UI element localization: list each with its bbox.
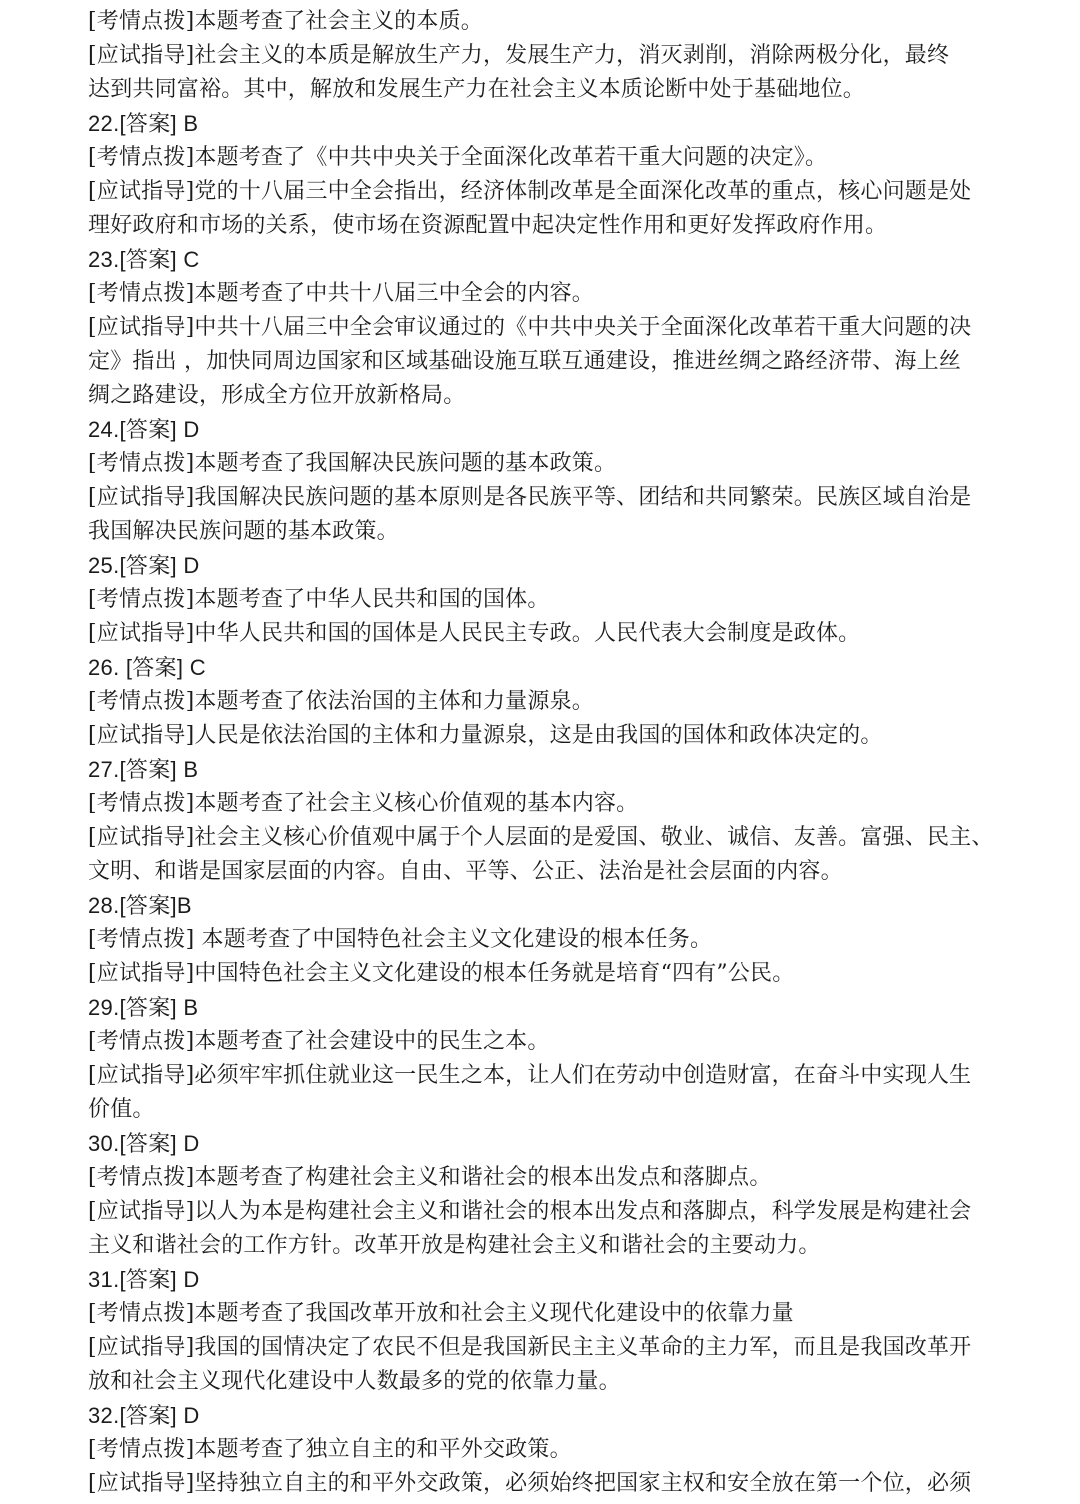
text-line: [考情点拨]本题考查了依法治国的主体和力量源泉。 — [88, 689, 594, 714]
text-line: [考情点拨]本题考查了社会建设中的民生之本。 — [88, 1029, 550, 1054]
answer-label: 25.[答案] D — [88, 553, 200, 578]
text-line: [考情点拨]本题考查了构建社会主义和谐社会的根本出发点和落脚点。 — [88, 1165, 772, 1190]
answer-label: 27.[答案] B — [88, 757, 199, 782]
text-line: 文明、和谐是国家层面的内容。自由、平等、公正、法治是社会层面的内容。 — [88, 859, 843, 884]
text-line: [应试指导]中共十八届三中全会审议通过的《中共中央关于全面深化改革若干重大问题的决 — [88, 315, 972, 340]
text-line: 主义和谐社会的工作方针。改革开放是构建社会主义和谐社会的主要动力。 — [88, 1233, 821, 1258]
text-line: [考情点拨]本题考查了中共十八届三中全会的内容。 — [88, 281, 594, 306]
text-line: [考情点拨]本题考查了中华人民共和国的国体。 — [88, 587, 550, 612]
text-line: [应试指导]中国特色社会主义文化建设的根本任务就是培育“四有”公民。 — [88, 961, 795, 986]
text-line: [应试指导]我国解决民族问题的基本原则是各民族平等、团结和共同繁荣。民族区域自治是 — [88, 485, 972, 510]
answer-label: 29.[答案] B — [88, 995, 199, 1020]
text-line: [考情点拨]本题考查了社会主义的本质。 — [88, 9, 483, 34]
text-line: [考情点拨]本题考查了社会主义核心价值观的基本内容。 — [88, 791, 639, 816]
answer-label: 31.[答案] D — [88, 1267, 200, 1292]
text-line: [应试指导]社会主义核心价值观中属于个人层面的是爱国、敬业、诚信、友善。富强、民主、 — [88, 825, 994, 850]
text-line: [应试指导]坚持独立自主的和平外交政策，必须始终把国家主权和安全放在第一个位，必须 — [88, 1471, 972, 1496]
text-line: [应试指导]必须牢牢抓住就业这一民生之本，让人们在劳动中创造财富，在奋斗中实现人生 — [88, 1063, 972, 1088]
text-line: 理好政府和市场的关系，使市场在资源配置中起决定性作用和更好发挥政府作用。 — [88, 213, 888, 238]
text-line: 定》指出 ，加快同周边国家和区域基础设施互联互通建设，推进丝绸之路经济带、海上丝 — [88, 349, 961, 374]
text-line: 我国解决民族问题的基本政策。 — [88, 519, 399, 544]
text-line: [应试指导]党的十八届三中全会指出，经济体制改革是全面深化改革的重点，核心问题是处 — [88, 179, 972, 204]
text-line: [考情点拨]本题考查了《中共中央关于全面深化改革若干重大问题的决定》。 — [88, 145, 828, 170]
text-line: [应试指导]人民是依法治国的主体和力量源泉，这是由我国的国体和政体决定的。 — [88, 723, 883, 748]
text-line: 价值。 — [88, 1097, 155, 1122]
answer-label: 32.[答案] D — [88, 1403, 200, 1428]
answer-label: 22.[答案] B — [88, 111, 199, 136]
text-line: [考情点拨]本题考查了独立自主的和平外交政策。 — [88, 1437, 572, 1462]
answer-label: 23.[答案] C — [88, 247, 200, 272]
answer-label: 26. [答案] C — [88, 655, 206, 680]
text-line: [考情点拨]本题考查了我国解决民族问题的基本政策。 — [88, 451, 617, 476]
text-line: 放和社会主义现代化建设中人数最多的党的依靠力量。 — [88, 1369, 621, 1394]
text-line: 达到共同富裕。其中，解放和发展生产力在社会主义本质论断中处于基础地位。 — [88, 77, 866, 102]
text-line: [应试指导]中华人民共和国的国体是人民民主专政。人民代表大会制度是政体。 — [88, 621, 861, 646]
text-line: [应试指导]社会主义的本质是解放生产力，发展生产力，消灭剥削，消除两极分化，最终 — [88, 43, 950, 68]
text-line: [考情点拨] 本题考查了中国特色社会主义文化建设的根本任务。 — [88, 927, 713, 952]
text-line: [考情点拨]本题考查了我国改革开放和社会主义现代化建设中的依靠力量 — [88, 1301, 794, 1326]
answer-label: 28.[答案]B — [88, 893, 192, 918]
text-line: 绸之路建设，形成全方位开放新格局。 — [88, 383, 466, 408]
answer-label: 30.[答案] D — [88, 1131, 200, 1156]
answer-explanations-text — [88, 5, 1008, 1501]
answer-label: 24.[答案] D — [88, 417, 200, 442]
text-line: [应试指导]我国的国情决定了农民不但是我国新民主主义革命的主力军，而且是我国改革开 — [88, 1335, 972, 1360]
text-line: [应试指导]以人为本是构建社会主义和谐社会的根本出发点和落脚点，科学发展是构建社会 — [88, 1199, 972, 1224]
